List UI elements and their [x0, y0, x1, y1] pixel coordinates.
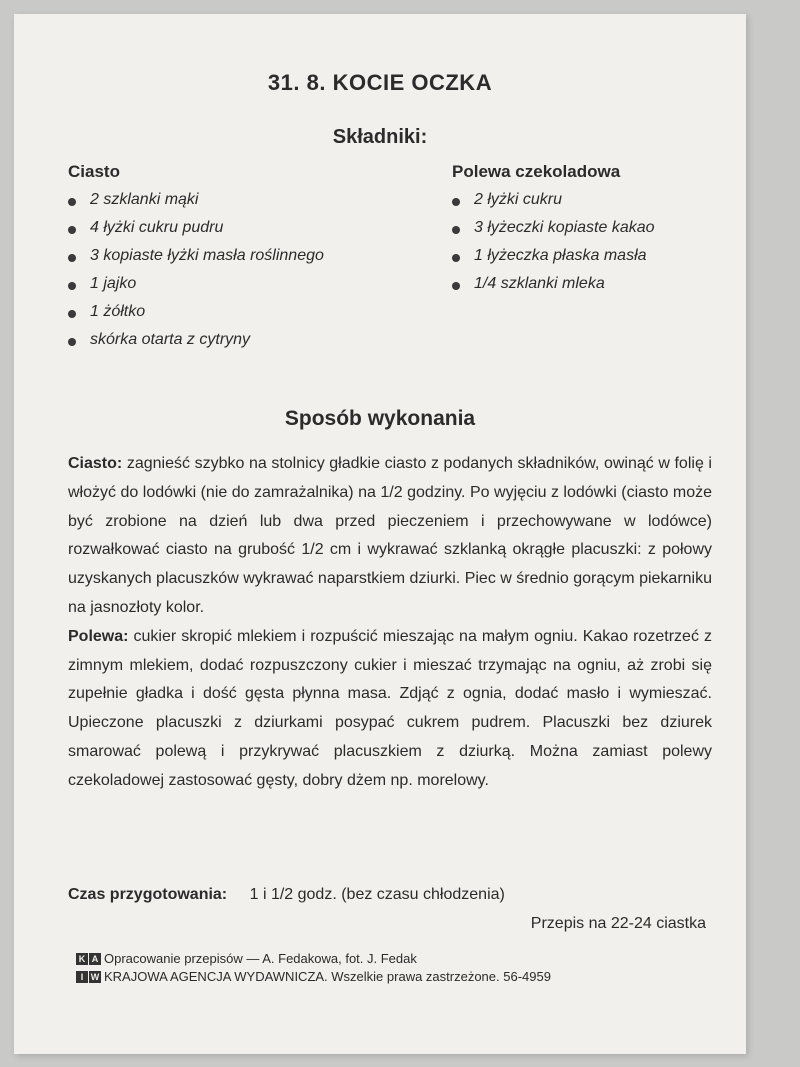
- dough-heading: Ciasto: [68, 162, 120, 181]
- recipe-title: 31. 8. KOCIE OCZKA: [267, 70, 493, 95]
- dough-paragraph-label: Ciasto:: [68, 455, 123, 472]
- list-item: 3 łyżeczki kopiaste kakao: [452, 214, 742, 242]
- method-heading: Sposób wykonania: [284, 407, 476, 430]
- glaze-paragraph-label: Polewa:: [68, 627, 129, 645]
- dough-ingredients: [68, 162, 368, 354]
- logo-letter: A: [89, 953, 101, 965]
- publisher-line: [76, 968, 551, 986]
- prep-time-value: 1 i 1/2 godz. (bez czasu chłodzenia): [249, 886, 505, 903]
- list-item: 3 kopiaste łyżki masła roślinnego: [68, 242, 368, 270]
- list-item: 1 jajko: [68, 270, 368, 298]
- list-item: 1 żółtko: [68, 298, 368, 326]
- glaze-paragraph-text: cukier skropić mlekiem i rozpuścić mieszając na małym ogniu. Kakao rozetrzeć z zimnym mlekiem, dodać rozpuszczony cukier i mieszać trzymając na ogniu, aż zrobi się zupełnie gładka i dość gęsta płynna masa. Zdjąć z ognia, dodać masło i wymieszać. Upieczone placuszki z dziurkami posypać cukrem pudrem. Placuszki bez dziurek smarować polewą i przykrywać placuszkiem z dziurką. Można zamiast polewy czekoladowej zastosować gęsty, dobry dżem np. morelowy.: [68, 627, 712, 789]
- glaze-list: [452, 186, 742, 298]
- recipe-card: [14, 14, 746, 1054]
- prep-time-label: Czas przygotowania:: [68, 886, 228, 903]
- glaze-paragraph: [68, 623, 712, 796]
- credits-line: [76, 950, 551, 968]
- glaze-ingredients: [452, 162, 742, 298]
- logo-letter: W: [90, 972, 100, 982]
- list-item: 2 szklanki mąki: [68, 186, 368, 214]
- list-item: 2 łyżki cukru: [452, 186, 742, 214]
- dough-paragraph: [68, 450, 712, 623]
- glaze-heading: Polewa czekoladowa: [452, 162, 621, 181]
- logo-letter: I: [76, 971, 88, 983]
- list-item: 1 łyżeczka płaska masła: [452, 242, 742, 270]
- method-text: [68, 450, 712, 796]
- ingredients-heading: Składniki:: [332, 126, 428, 148]
- credits-text: Opracowanie przepisów — A. Fedakowa, fot. J. Fedak: [104, 951, 417, 966]
- logo-letter: K: [76, 953, 88, 965]
- dough-paragraph-text: zagnieść szybko na stolnicy gładkie ciasto z podanych składników, owinąć w folię i włożyć do lodówki (nie do zamrażalnika) na 1/2 godziny. Po wyjęciu z lodówki (ciasto może być zrobione na dzień lub dwa przed pieczeniem i przechowywane w lodówce) rozwałkować ciasto na grubość 1/2 cm i wykrawać szklanką okrągłe placuszki: z połowy uzyskanych placuszków wykrawać naparstkiem dziurki. Piec w średnio gorącym piekarniku na jasnozłoty kolor.: [68, 455, 712, 616]
- publisher-logo-icon: [76, 953, 102, 965]
- publisher-text: KRAJOWA AGENCJA WYDAWNICZA. Wszelkie prawa zastrzeżone. 56-4959: [104, 969, 551, 984]
- list-item: skórka otarta z cytryny: [68, 326, 368, 354]
- publisher-footer: [76, 950, 551, 986]
- dough-list: [68, 186, 368, 354]
- recipe-yield: Przepis na 22-24 ciastka: [530, 915, 706, 932]
- list-item: 1/4 szklanki mleka: [452, 270, 742, 298]
- prep-time: [68, 886, 505, 904]
- list-item: 4 łyżki cukru pudru: [68, 214, 368, 242]
- publisher-logo-icon: [76, 971, 102, 983]
